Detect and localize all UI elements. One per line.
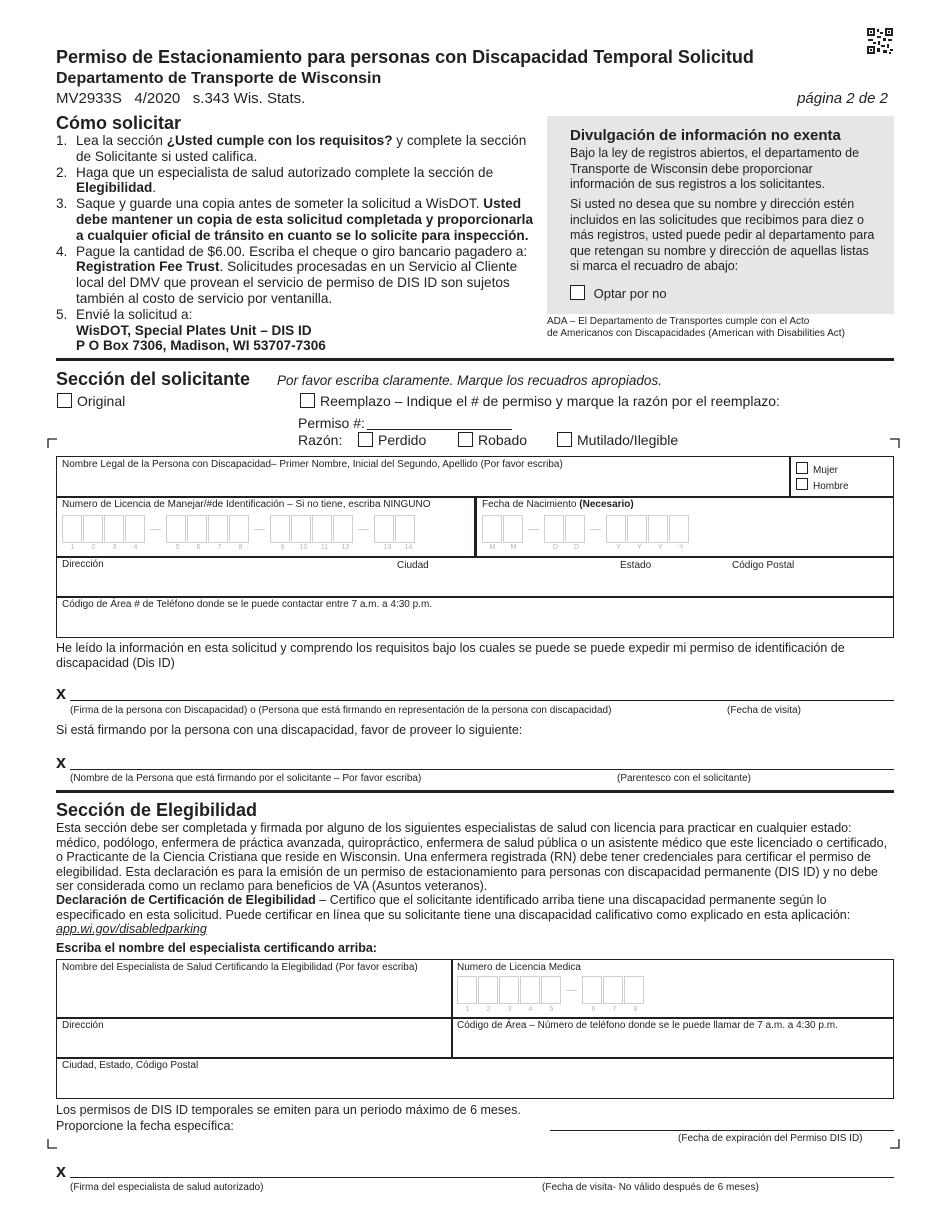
- mail-address-1: WisDOT, Special Plates Unit – DIS ID: [76, 322, 312, 338]
- step-text-plain: Lea la sección: [76, 133, 167, 148]
- qr-code: [866, 27, 894, 55]
- digit-caption: 1: [465, 1006, 470, 1013]
- how-to-step: [56, 244, 542, 307]
- lost-label: Perdido: [378, 432, 427, 448]
- replacement-checkbox[interactable]: [300, 393, 315, 408]
- page-number: página 2 de 2: [797, 90, 888, 107]
- how-to-title: Cómo solicitar: [56, 113, 182, 133]
- female-label: Mujer: [813, 465, 839, 476]
- digit-caption: 7: [612, 1006, 617, 1013]
- applicant-signature-caption: (Firma de la persona con Discapacidad) o (Persona que está firmando en representación de la persona con discapacidad): [70, 705, 612, 716]
- medical-license-field[interactable]: [451, 959, 894, 1019]
- license-number-label: Numero de Licencia de Manejar/#de Identificación – Si no tiene, escriba NINGUNO: [62, 499, 431, 510]
- specialist-phone-field[interactable]: [451, 1017, 894, 1059]
- female-checkbox[interactable]: [796, 462, 808, 474]
- birth-date-field[interactable]: [474, 496, 894, 558]
- disclosure-text-2: Si usted no desea que su nombre y dirección estén incluidos en las solicitudes que recibimos para diez o más registros, usted puede pedir al departamento para que retengan su nombre y dirección de aquellas listas si marca el recuadro de abajo:: [570, 197, 875, 273]
- step-number: 3.: [56, 196, 68, 212]
- ada-note: [547, 316, 845, 340]
- temporary-permit-note: Los permisos de DIS ID temporales se emiten para un periodo máximo de 6 meses.: [56, 1103, 521, 1117]
- medical-license-boxes[interactable]: [457, 976, 645, 1004]
- digit-caption: 13: [383, 544, 392, 551]
- representative-x: x: [56, 752, 67, 772]
- step-text-bold: Registration Fee Trust: [76, 259, 220, 275]
- digit-caption: 7: [217, 544, 222, 551]
- birth-date-boxes[interactable]: [482, 515, 690, 543]
- applicant-address-field[interactable]: [56, 556, 894, 598]
- digit-caption: 1: [70, 544, 75, 551]
- reason-stolen-option[interactable]: [458, 432, 527, 448]
- section-divider: [56, 358, 894, 361]
- applicant-signature-line[interactable]: [70, 700, 894, 701]
- step-number: 5.: [56, 306, 68, 322]
- applicant-name-field[interactable]: [56, 456, 791, 498]
- male-checkbox[interactable]: [796, 478, 808, 490]
- digit-caption: 14: [404, 544, 413, 551]
- digit-caption: 6: [196, 544, 201, 551]
- step-text-bold: ¿Usted cumple con los requisitos?: [166, 133, 393, 148]
- online-link[interactable]: app.wi.gov/disabledparking: [56, 922, 207, 936]
- representative-caption: (Nombre de la Persona que está firmando por el solicitante – Por favor escriba): [70, 773, 422, 784]
- digit-caption: 10: [299, 544, 308, 551]
- license-digit-numbers: [62, 544, 419, 551]
- step-text-plain: Envié la solicitud a:: [76, 306, 193, 322]
- write-specialist-name: Escriba el nombre del especialista certificando arriba:: [56, 941, 377, 955]
- step-text-plain: y complete la sección de Solicitante si usted califica.: [76, 133, 527, 164]
- replacement-option[interactable]: [300, 393, 780, 409]
- specialist-date-caption: (Fecha de visita- No válido después de 6 meses): [542, 1182, 759, 1193]
- medical-license-numbers: [457, 1006, 646, 1013]
- department-name: Departamento de Transporte de Wisconsin: [56, 70, 382, 87]
- digit-caption: 3: [112, 544, 117, 551]
- step-text: [76, 133, 542, 165]
- step-text-plain: .: [152, 180, 157, 196]
- form-number: MV2933S: [56, 90, 122, 107]
- original-label: Original: [77, 393, 126, 409]
- step-number: 2.: [56, 164, 68, 180]
- eligibility-declaration: [56, 893, 896, 937]
- eligibility-paragraph: Esta sección debe ser completada y firmada por alguno de los siguientes especialistas de salud con licencia para practicar en cualquier estado: médico, podólogo, enfermera de práctica avanzada, quiropráctico, enfermera de salud pública o un asistente médico que este licenciado o certificado, o Practicante de la Ciencia Cristiana que reside en Wisconsin. Una enfermera registrada (RN) debe tener credenciales para certificar el permiso de elegibilidad. Esta declaración es para la emisión de un permiso de estacionamiento para personas con discapacidad permanente (DIS ID) y no debe ser considerada como un reclamo para beneficios de VA (Asuntos veteranos).: [56, 821, 888, 893]
- mail-address-2: P O Box 7306, Madison, WI 53707-7306: [76, 338, 326, 354]
- digit-caption: 8: [633, 1006, 638, 1013]
- specialist-name-label: Nombre del Especialista de Salud Certificando la Elegibilidad (Por favor escriba): [62, 962, 418, 973]
- opt-out-label: Optar por no: [593, 286, 667, 301]
- specific-date-note: Proporcione la fecha específica:: [56, 1119, 234, 1133]
- digit-caption: 2: [91, 544, 96, 551]
- ada-line-2: de Americanos con Discapacidades (American with Disabilities Act): [547, 328, 845, 339]
- city-label: Ciudad: [397, 560, 429, 571]
- how-to-step: [56, 165, 542, 197]
- digit-caption: 12: [341, 544, 350, 551]
- digit-caption: 4: [528, 1006, 533, 1013]
- corner-mark-bottom-left: [47, 1139, 57, 1149]
- form-statute: s.343 Wis. Stats.: [192, 90, 306, 107]
- specialist-phone-label: Código de Área – Número de teléfono donde se le puede llamar de 7 a.m. a 4:30 p.m.: [457, 1020, 838, 1031]
- digit-caption: 6: [591, 1006, 596, 1013]
- how-to-step: [56, 196, 542, 243]
- digit-caption: 3: [507, 1006, 512, 1013]
- digit-caption: 2: [486, 1006, 491, 1013]
- disclosure-title: Divulgación de información no exenta: [570, 127, 841, 144]
- specialist-address-label: Dirección: [62, 1020, 104, 1031]
- opt-out-checkbox[interactable]: [570, 285, 585, 300]
- step-text-plain: Saque y guarde una copia antes de someter la solicitud a WisDOT.: [76, 196, 484, 212]
- step-text-plain: Haga que un especialista de salud autorizado complete la sección de: [76, 164, 494, 180]
- step-number: 4.: [56, 243, 68, 259]
- original-checkbox[interactable]: [57, 393, 72, 408]
- digit-caption: 8: [238, 544, 243, 551]
- corner-mark-top-left: [47, 438, 57, 448]
- stolen-label: Robado: [478, 432, 528, 448]
- damaged-checkbox[interactable]: [557, 432, 572, 447]
- how-to-step: [56, 133, 542, 165]
- applicant-section-title: Sección del solicitante: [56, 369, 251, 389]
- declaration-title: Declaración de Certificación de Elegibilidad: [56, 893, 316, 907]
- male-option[interactable]: [796, 478, 849, 492]
- digit-caption: 5: [175, 544, 180, 551]
- eligibility-section-title: Sección de Elegibilidad: [56, 800, 258, 820]
- digit-caption: D: [552, 544, 559, 551]
- digit-caption: D: [573, 544, 580, 551]
- state-label: Estado: [620, 560, 652, 571]
- damaged-label: Mutilado/Ilegible: [577, 432, 679, 448]
- digit-caption: M: [489, 544, 496, 551]
- original-option[interactable]: [57, 393, 125, 409]
- form-id-line: [56, 90, 305, 107]
- permit-number-label: Permiso #:: [298, 415, 365, 431]
- digit-caption: Y: [658, 544, 663, 551]
- step-text-plain: Pague la cantidad de $6.00. Escriba el cheque o giro bancario pagadero a:: [76, 243, 528, 259]
- step-text-bold: Elegibilidad: [76, 180, 153, 196]
- applicant-name-label: Nombre Legal de la Persona con Discapacidad– Primer Nombre, Inicial del Segundo, Apellido (Por favor escriba): [62, 459, 563, 470]
- digit-caption: M: [510, 544, 517, 551]
- representative-note: Si está firmando por la persona con una discapacidad, favor de proveer lo siguiente:: [56, 723, 523, 737]
- permit-number-line[interactable]: [367, 429, 512, 430]
- corner-mark-top-right: [890, 438, 900, 448]
- specialist-city-label: Ciudad, Estado, Código Postal: [62, 1060, 199, 1071]
- digit-caption: 9: [280, 544, 285, 551]
- birth-date-required: (Necesario): [579, 499, 634, 510]
- step-text: [76, 196, 542, 243]
- license-digit-boxes[interactable]: [62, 515, 416, 543]
- digit-caption: 11: [320, 544, 329, 551]
- specialist-city-field[interactable]: [56, 1057, 894, 1099]
- applicant-instruction: Por favor escriba claramente. Marque los recuadros apropiados.: [277, 373, 662, 388]
- applicant-phone-field[interactable]: [56, 596, 894, 638]
- birth-date-box-letters: [482, 544, 692, 551]
- birth-date-label-text: Fecha de Nacimiento: [482, 499, 580, 510]
- applicant-date-caption: (Fecha de visita): [727, 705, 801, 716]
- specialist-address-field[interactable]: [56, 1017, 453, 1059]
- section-divider-2: [56, 790, 894, 793]
- specialist-signature-caption: (Firma del especialista de salud autorizado): [70, 1182, 264, 1193]
- step-text: [76, 244, 542, 307]
- specialist-signature-line[interactable]: [70, 1177, 894, 1178]
- step-text-bold: Usted debe mantener un copia de esta solicitud completada y proporcionarla a cualquier oficial de tránsito en cuanto se lo solicite para inspección.: [76, 196, 534, 243]
- step-text-plain: . Solicitudes procesadas en un Servicio al Cliente local del DMV que provean el servicio de permiso de DIS ID son sujetos también al costo de servicio por ventanilla.: [76, 259, 518, 306]
- corner-mark-bottom-right: [890, 1139, 900, 1149]
- birth-date-label: [482, 499, 634, 510]
- expiration-date-line[interactable]: [550, 1130, 894, 1131]
- phone-label: Código de Área # de Teléfono donde se le puede contactar entre 7 a.m. a 4:30 p.m.: [62, 599, 433, 610]
- form-date: 4/2020: [134, 90, 181, 107]
- digit-caption: Y: [637, 544, 642, 551]
- license-number-field[interactable]: [56, 496, 476, 558]
- lost-checkbox[interactable]: [358, 432, 373, 447]
- male-label: Hombre: [813, 481, 849, 492]
- step-number: 1.: [56, 133, 68, 148]
- zip-label: Código Postal: [732, 560, 795, 571]
- digit-caption: Y: [616, 544, 621, 551]
- gender-field: [789, 456, 894, 498]
- reason-label: Razón:: [298, 432, 343, 448]
- female-option[interactable]: [796, 462, 838, 476]
- step-text: [76, 307, 192, 323]
- ada-line-1: ADA – El Departamento de Transportes cumple con el Acto: [547, 316, 810, 327]
- reason-damaged-option[interactable]: [557, 432, 678, 448]
- step-text: [76, 165, 542, 197]
- expiration-date-caption: (Fecha de expiración del Permiso DIS ID): [678, 1133, 863, 1144]
- relationship-caption: (Parentesco con el solicitante): [617, 773, 751, 784]
- reason-lost-option[interactable]: [358, 432, 426, 448]
- declaration-text: – Certifico que el solicitante identificado arriba tiene una discapacidad permanente según lo especificado en esta solicitud. Puede certificar en línea que su solicitante tiene una discapacidad calificativo como explicado en esta aplicación:: [56, 893, 851, 922]
- opt-out-option[interactable]: [570, 285, 667, 301]
- disclosure-text-1: Bajo la ley de registros abiertos, el departamento de Transporte de Wisconsin debe proporcionar información de sus registros a los solicitantes.: [570, 146, 860, 191]
- how-to-steps: [56, 133, 542, 354]
- digit-caption: Y: [679, 544, 684, 551]
- specialist-name-field[interactable]: [56, 959, 453, 1019]
- digit-caption: 4: [133, 544, 138, 551]
- medical-license-label: Numero de Licencia Medica: [457, 962, 581, 973]
- specialist-signature-x: x: [56, 1161, 67, 1181]
- applicant-statement: He leído la información en esta solicitud y comprendo los requisitos bajo los cuales se puede se puede expedir mi permiso de identificación de discapacidad (Dis ID): [56, 641, 845, 670]
- form-title: Permiso de Estacionamiento para personas con Discapacidad Temporal Solicitud: [56, 47, 754, 67]
- address-label: Dirección: [62, 559, 104, 570]
- stolen-checkbox[interactable]: [458, 432, 473, 447]
- applicant-signature-x: x: [56, 683, 67, 703]
- replacement-label: Reemplazo – Indique el # de permiso y marque la razón por el reemplazo:: [320, 393, 780, 409]
- representative-line[interactable]: [70, 769, 894, 770]
- how-to-step: [56, 307, 542, 323]
- digit-caption: 5: [549, 1006, 554, 1013]
